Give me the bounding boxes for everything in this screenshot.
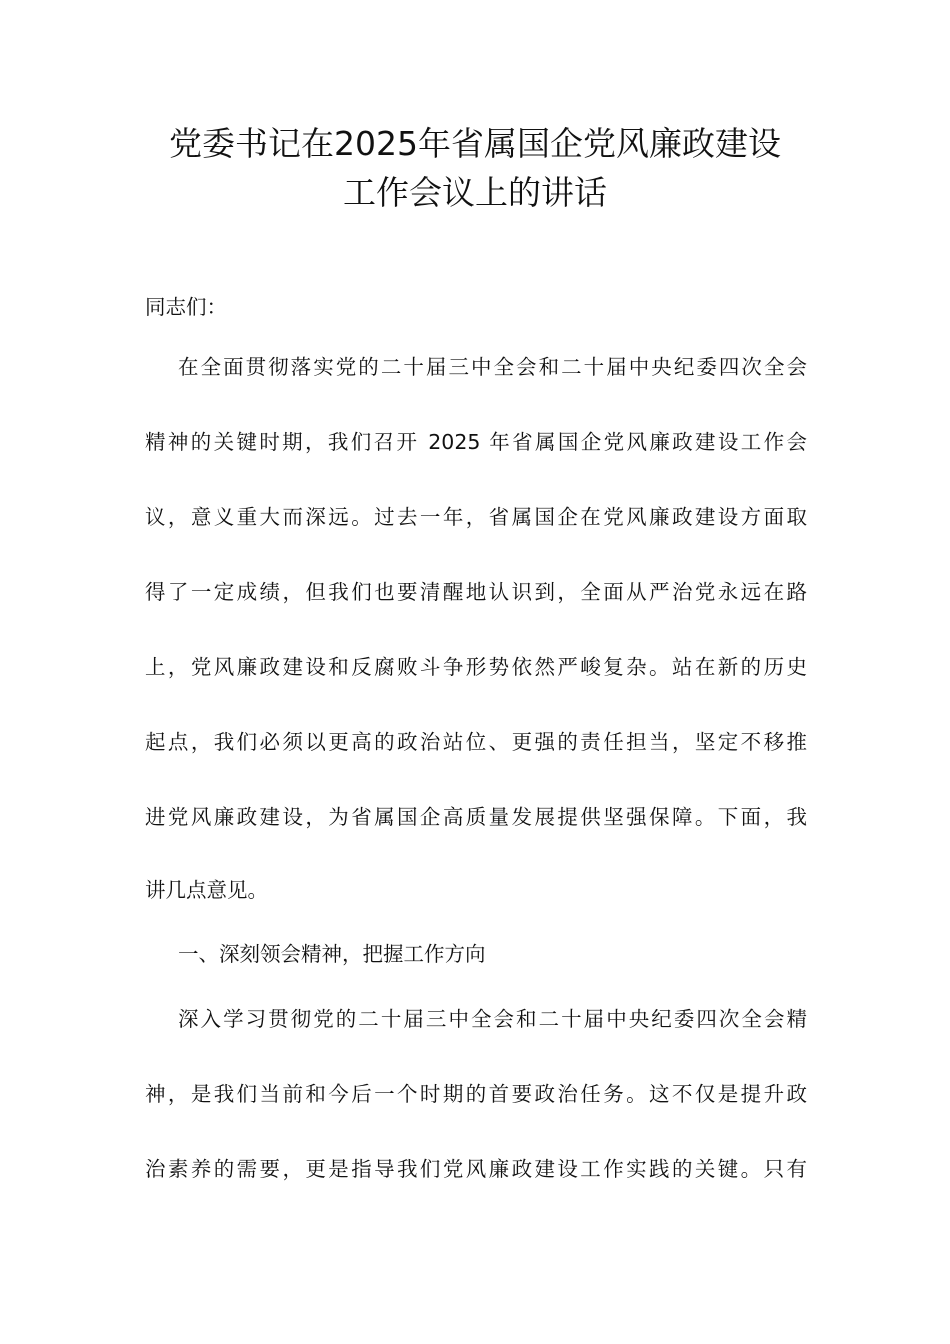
- paragraph-1-line-6: 起点，我们必须以更高的政治站位、更强的责任担当，坚定不移推: [145, 730, 807, 754]
- paragraph-2-line-1: 深入学习贯彻党的二十届三中全会和二十届中央纪委四次全会精: [178, 1007, 807, 1031]
- paragraph-1-line-3: 议，意义重大而深远。过去一年，省属国企在党风廉政建设方面取: [145, 505, 807, 529]
- paragraph-1-line-7: 进党风廉政建设，为省属国企高质量发展提供坚强保障。下面，我: [145, 805, 807, 829]
- salutation: 同志们：: [145, 295, 227, 319]
- document-title-line-1: 党委书记在2025年省属国企党风廉政建设: [169, 124, 781, 163]
- paragraph-2-line-3: 治素养的需要，更是指导我们党风廉政建设工作实践的关键。只有: [145, 1157, 807, 1181]
- document-title-line-2: 工作会议上的讲话: [343, 173, 607, 212]
- paragraph-1-line-5: 上，党风廉政建设和反腐败斗争形势依然严峻复杂。站在新的历史: [145, 655, 807, 679]
- paragraph-2-line-2: 神，是我们当前和今后一个时期的首要政治任务。这不仅是提升政: [145, 1082, 807, 1106]
- paragraph-1-line-1: 在全面贯彻落实党的二十届三中全会和二十届中央纪委四次全会: [178, 355, 807, 379]
- section-heading-1: 一、深刻领会精神，把握工作方向: [178, 942, 486, 966]
- paragraph-1-line-2: 精神的关键时期，我们召开 2025 年省属国企党风廉政建设工作会: [145, 430, 807, 454]
- paragraph-1-line-8: 讲几点意见。: [145, 878, 268, 902]
- paragraph-1-line-4: 得了一定成绩，但我们也要清醒地认识到，全面从严治党永远在路: [145, 580, 807, 604]
